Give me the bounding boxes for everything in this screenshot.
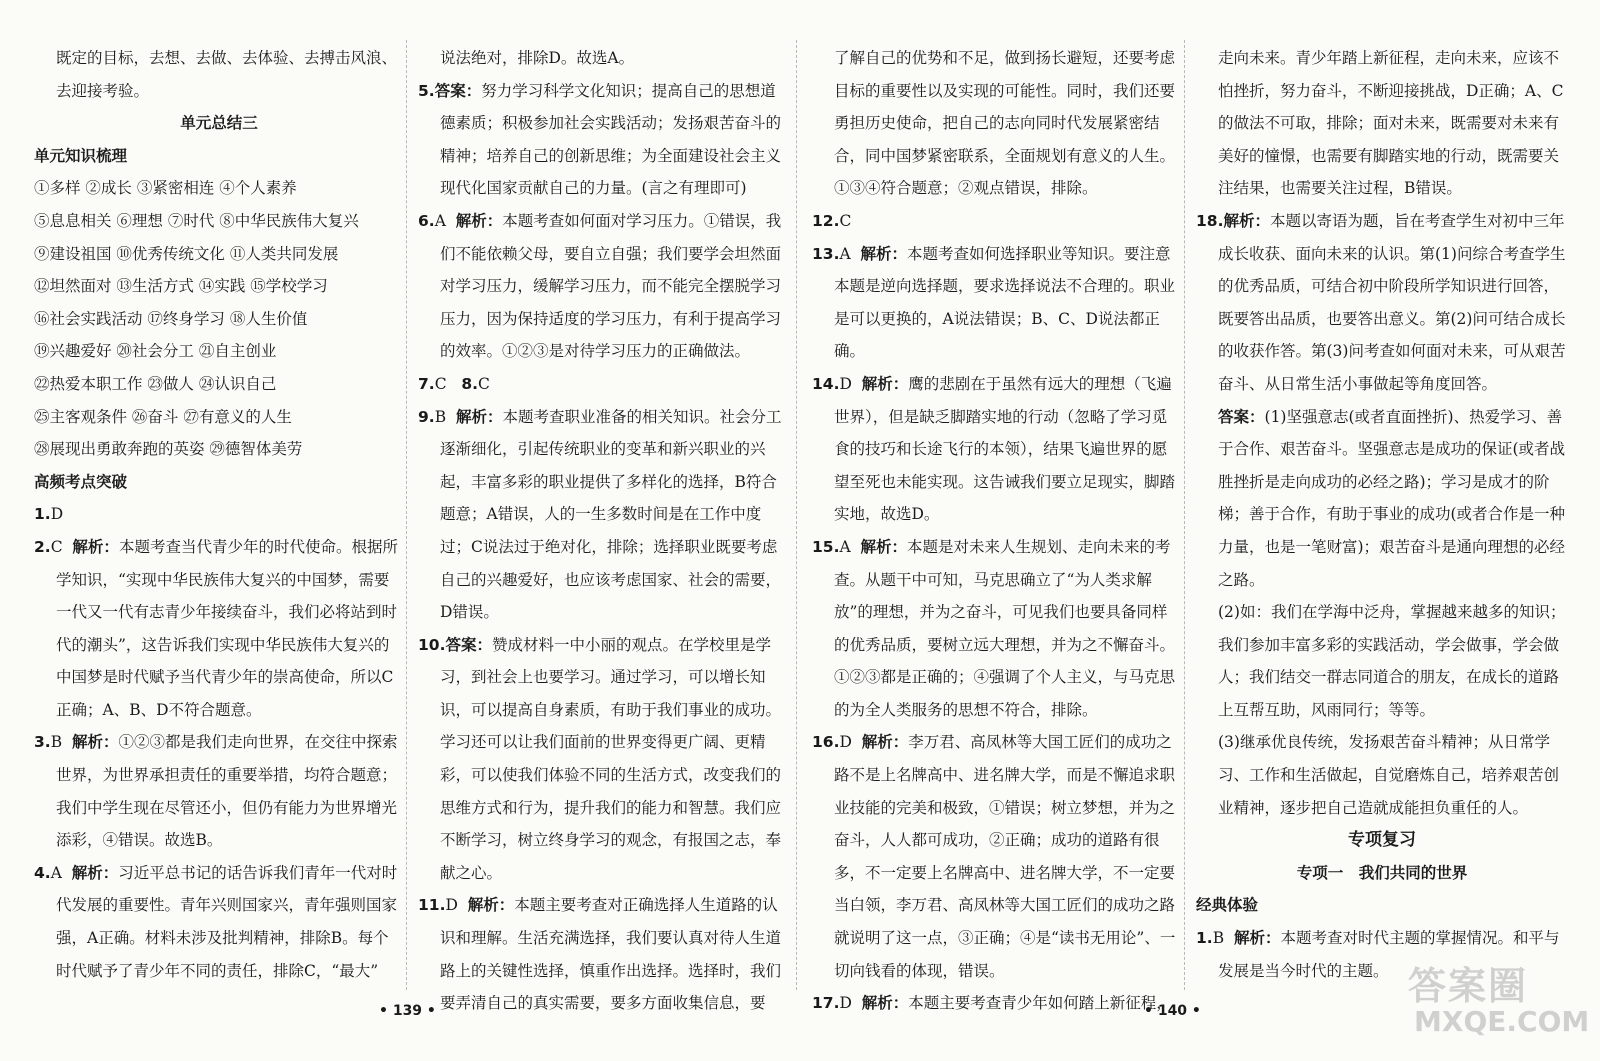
question-number: 4. xyxy=(34,863,51,882)
question-number: 15. xyxy=(812,537,840,556)
question-item xyxy=(812,368,1182,531)
analysis-text: 本题主要考查对正确选择人生道路的认识和理解。生活充满选择，我们要认真对待人生道路上的关键性选择，慎重作出选择。选择时，我们要弄清自己的真实需要，要多方面收集信息，要 xyxy=(440,896,782,1013)
question-item xyxy=(812,987,1182,1020)
answer-choice: D xyxy=(839,733,852,752)
analysis-label: 解析： xyxy=(860,244,908,263)
analysis-label: 解析： xyxy=(71,733,119,752)
column-4 xyxy=(1196,42,1568,987)
answer-choice: A xyxy=(434,211,446,230)
answer-choice: C xyxy=(434,374,447,393)
question-item xyxy=(34,857,404,987)
analysis-text: 习近平总书记的话告诉我们青年一代对时代发展的重要性。青年兴则国家兴，青年强则国家强，A正确。材料未涉及批判精神，排除B。每个时代赋予了青少年不同的责任，排除C，“最大” xyxy=(56,863,398,980)
answer-choice: D xyxy=(839,994,852,1013)
question-number: 18. xyxy=(1196,211,1224,230)
analysis-text: 本题考查如何选择职业等知识。要注意本题是逆向选择题，要求选择说法不合理的。职业是可以更换的，A说法错误；B、C、D说法都正确。 xyxy=(834,244,1176,361)
question-number: 6. xyxy=(418,211,435,230)
knowledge-line: ㉕主客观条件 ㉖奋斗 ㉗有意义的人生 xyxy=(34,407,292,426)
answer-choice: D xyxy=(445,896,458,915)
watermark-text: 答案圈 xyxy=(1408,964,1529,1008)
question-number: 16. xyxy=(812,733,840,752)
question-item xyxy=(812,726,1182,987)
knowledge-line: ㉒热爱本职工作 ㉓做人 ㉔认识自己 xyxy=(34,374,277,393)
answer-choice: C xyxy=(839,211,852,230)
analysis-text: 本题是对未来人生规划、走向未来的考查。从题干中可知，马克思确立了“为人类求解放”的理想，并为之奋斗，可见我们也要具备同样的优秀品质，要树立远大理想，并为之不懈奋斗。①②③都是正确的；④强调了个人主义，与马克思的为全人类服务的思想不符合，排除。 xyxy=(834,537,1176,719)
analysis-text: 李万君、高凤林等大国工匠们的成功之路不是上名牌高中、进名牌大学，而是不懈追求职业技能的完美和极致，①错误；树立梦想，并为之奋斗，人人都可成功，②正确；成功的道路有很多，不一定要上名牌高中、进名牌大学，不一定要当白领，李万君、高凤林等大国工匠们的成功之路就说明了这一点，③正确；④是“读书无用论”、一切向钱看的体现，错误。 xyxy=(834,733,1176,980)
answer-choice: B xyxy=(1212,929,1225,948)
question-number: 3. xyxy=(34,733,51,752)
answer-choice: C xyxy=(50,537,63,556)
answer-choice: A xyxy=(839,537,851,556)
analysis-label: 解析： xyxy=(455,407,503,426)
question-item xyxy=(418,368,788,401)
intro-text: 既定的目标，去想、去做、去体验、去搏击风浪、去迎接考验。 xyxy=(56,49,398,100)
answer-label: 答案： xyxy=(1218,407,1265,426)
continuation-text: 走向未来。青少年踏上新征程，走向未来，应该不怕挫折，努力奋斗，不断迎接挑战，D正确；A、C的做法不可取，排除；面对未来，既需要对未来有美好的憧憬，也需要有脚踏实地的行动，既需要关注结果，也需要关注过程，B错误。 xyxy=(1218,49,1564,198)
answer-text: (3)继承优良传统，发扬艰苦奋斗精神；从日常学习、工作和生活做起，自觉磨炼自己，培养艰苦创业精神，逐步把自己造就成能担负重任的人。 xyxy=(1218,733,1560,817)
question-number: 2. xyxy=(34,537,51,556)
analysis-text: 本题考查职业准备的相关知识。社会分工逐渐细化，引起传统职业的变革和新兴职业的兴起，丰富多彩的职业提供了多样化的选择，B符合题意；A错误，人的一生多数时间是在工作中度过；C说法过于绝对化，排除；选择职业既要考虑自己的兴趣爱好，也应该考虑国家、社会的需要，D错误。 xyxy=(440,407,782,622)
question-item xyxy=(418,75,788,205)
answer-choice: A xyxy=(50,863,62,882)
analysis-label: 解析： xyxy=(860,537,908,556)
section-title: 单元总结三 xyxy=(180,113,258,133)
question-item xyxy=(1196,205,1568,401)
page-number-left: • 139 • xyxy=(379,1003,436,1019)
answer-choice: B xyxy=(50,733,63,752)
column-divider xyxy=(1184,40,1185,990)
answer-label: 答案： xyxy=(445,635,492,654)
analysis-label: 解析： xyxy=(1233,929,1281,948)
sub-heading: 经典体验 xyxy=(1196,896,1259,915)
section-title: 专项复习 xyxy=(1348,830,1416,851)
question-item xyxy=(418,889,788,1019)
answer-text: 努力学习科学文化知识；提高自己的思想道德素质；积极参加社会实践活动；发扬艰苦奋斗的精神；培养自己的创新思维；为全面建设社会主义现代化国家贡献自己的力量。(言之有理即可) xyxy=(440,81,782,198)
analysis-text: 本题考查对时代主题的掌握情况。和平与发展是当今时代的主题。 xyxy=(1218,929,1560,980)
analysis-label: 解析： xyxy=(71,863,119,882)
answer-text: (1)坚强意志(或者直面挫折)、热爱学习、善于合作、艰苦奋斗。坚强意志是成功的保证(或者战胜挫折是走向成功的必经之路)；学习是成才的阶梯；善于合作，有助于事业的成功(或者合作是一种力量，也是一笔财富)；艰苦奋斗是通向理想的必经之路。 xyxy=(1218,407,1566,589)
question-number: 17. xyxy=(812,994,840,1013)
column-divider xyxy=(796,40,797,990)
answer-text: (2)如：我们在学海中泛舟，掌握越来越多的知识；我们参加丰富多彩的实践活动，学会做事，学会做人；我们结交一群志同道合的朋友，在成长的道路上互帮互助，风雨同行；等等。 xyxy=(1218,603,1566,719)
question-item xyxy=(34,726,404,856)
answer-label: 答案： xyxy=(434,81,482,100)
analysis-label: 解析： xyxy=(861,374,909,393)
knowledge-line: ⑫坦然面对 ⑬生活方式 ⑭实践 ⑮学校学习 xyxy=(34,277,328,296)
question-number: 10. xyxy=(418,635,446,654)
continuation-text: 了解自己的优势和不足，做到扬长避短，还要考虑目标的重要性以及实现的可能性。同时，我们还要勇担历史使命，把自己的志向同时代发展紧密结合，同中国梦紧密联系，全面规划有意义的人生。①③④符合题意；②观点错误，排除。 xyxy=(834,49,1176,198)
question-number: 11. xyxy=(418,896,446,915)
question-item xyxy=(418,629,788,890)
question-number: 1. xyxy=(1196,929,1213,948)
analysis-label: 解析： xyxy=(455,211,503,230)
question-number: 13. xyxy=(812,244,840,263)
answer-choice: D xyxy=(839,374,852,393)
analysis-label: 解析： xyxy=(467,896,515,915)
question-item xyxy=(812,238,1182,368)
analysis-text: 本题考查当代青少年的时代使命。根据所学知识，“实现中华民族伟大复兴的中国梦，需要一代又一代有志青少年接续奋斗，我们必将站到时代的潮头”，这告诉我们实现中华民族伟大复兴的中国梦是时代赋予当代青少年的崇高使命，所以C正确；A、B、D不符合题意。 xyxy=(56,537,398,719)
analysis-text: 本题主要考查青少年如何踏上新征程， xyxy=(908,994,1172,1013)
analysis-label: 解析： xyxy=(861,733,909,752)
analysis-text: ①②③都是我们走向世界，在交往中探索世界，为世界承担责任的重要举措，均符合题意；我们中学生现在尽管还小，但仍有能力为世界增光添彩，④错误。故选B。 xyxy=(56,733,398,850)
column-1 xyxy=(34,42,404,987)
knowledge-line: ⑲兴趣爱好 ⑳社会分工 ㉑自主创业 xyxy=(34,342,277,361)
analysis-label: 解析： xyxy=(1223,211,1270,230)
knowledge-line: ⑤息息相关 ⑥理想 ⑦时代 ⑧中华民族伟大复兴 xyxy=(34,211,359,230)
watermark-logo xyxy=(1400,955,1590,1050)
analysis-text: 本题以寄语为题，旨在考查学生对初中三年成长收获、面向未来的认识。第(1)问综合考查学生的优秀品质，可结合初中阶段所学知识进行回答，既要答出品质，也要答出意义。第(2)问可结合成长的收获作答。第(3)问考查如何面对未来，可从艰苦奋斗、从日常生活小事做起等角度回答。 xyxy=(1218,211,1566,393)
question-number: 9. xyxy=(418,407,435,426)
question-item xyxy=(418,401,788,629)
answer-choice: C xyxy=(478,374,490,393)
question-number: 7. xyxy=(418,374,435,393)
analysis-label: 解析： xyxy=(72,537,119,556)
question-number: 1. xyxy=(34,505,51,524)
sub-heading: 高频考点突破 xyxy=(34,472,128,491)
answer-block xyxy=(1196,401,1568,597)
answer-choice: B xyxy=(434,407,447,426)
answer-choice: D xyxy=(50,505,64,524)
question-item xyxy=(34,531,404,727)
answer-text: 赞成材料一中小丽的观点。在学校里是学习，到社会上也要学习。通过学习，可以增长知识，可以提高自身素质，有助于我们事业的成功。学习还可以让我们面前的世界变得更广阔、更精彩，可以使我们体验不同的生活方式，改变我们的思维方式和行为，提升我们的能力和智慧。我们应不断学习，树立终身学习的观念，有报国之志，奉献之心。 xyxy=(440,635,782,882)
question-item xyxy=(34,498,404,531)
question-number: 5. xyxy=(418,81,435,100)
question-number: 8. xyxy=(461,374,479,393)
knowledge-line: ⑨建设祖国 ⑩优秀传统文化 ⑪人类共同发展 xyxy=(34,244,339,263)
knowledge-line: ⑯社会实践活动 ⑰终身学习 ⑱人生价值 xyxy=(34,309,308,328)
analysis-text: 本题考查如何面对学习压力。①错误，我们不能依赖父母，要自立自强；我们要学会坦然面对学习压力，缓解学习压力，而不能完全摆脱学习压力，因为保持适度的学习压力，有利于提高学习的效率。①②③是对待学习压力的正确做法。 xyxy=(440,211,782,361)
answer-choice: A xyxy=(839,244,851,263)
page-number-right: • 140 • xyxy=(1144,1003,1201,1019)
knowledge-line: ①多样 ②成长 ③紧密相连 ④个人素养 xyxy=(34,179,297,198)
column-3 xyxy=(812,42,1182,1020)
watermark-url: MXQE.COM xyxy=(1414,1005,1590,1038)
analysis-label: 解析： xyxy=(861,994,909,1013)
sub-heading: 单元知识梳理 xyxy=(34,146,128,165)
knowledge-line: ㉘展现出勇敢奔跑的英姿 ㉙德智体美劳 xyxy=(34,440,303,459)
column-2 xyxy=(418,42,788,1020)
analysis-text: 鹰的悲剧在于虽然有远大的理想（飞遍世界），但是缺乏脚踏实地的行动（忽略了学习觅食的技巧和长途飞行的本领），结果飞遍世界的愿望至死也未能实现。这告诫我们要立足现实，脚踏实地，故选D。 xyxy=(834,374,1176,524)
special-title: 专项一 我们共同的世界 xyxy=(1296,862,1468,882)
question-item xyxy=(418,205,788,368)
continuation-text: 说法绝对，排除D。故选A。 xyxy=(440,49,635,67)
question-item xyxy=(812,531,1182,727)
column-divider xyxy=(406,40,407,990)
question-number: 14. xyxy=(812,374,840,393)
question-item xyxy=(812,205,1182,238)
question-number: 12. xyxy=(812,211,840,230)
